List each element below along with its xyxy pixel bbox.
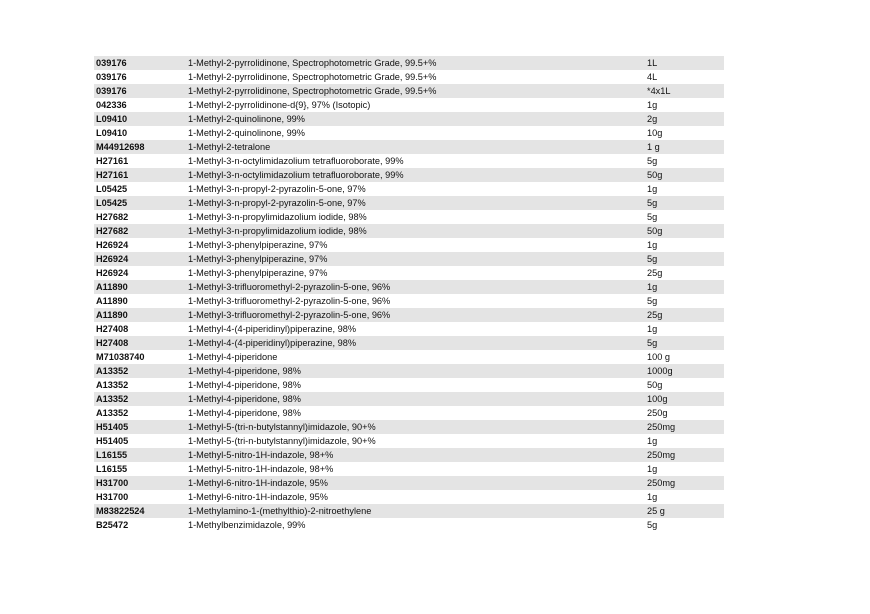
- package-size: 2g: [647, 114, 658, 124]
- product-description: 1-Methyl-3-n-propyl-2-pyrazolin-5-one, 97%: [188, 184, 366, 194]
- product-description: 1-Methyl-3-n-propyl-2-pyrazolin-5-one, 97%: [188, 198, 366, 208]
- package-size: 5g: [647, 254, 658, 264]
- product-description: 1-Methyl-2-quinolinone, 99%: [188, 128, 305, 138]
- table-row: [94, 266, 724, 280]
- product-description: 1-Methyl-3-n-propylimidazolium iodide, 98%: [188, 212, 367, 222]
- product-code: L16155: [96, 464, 128, 474]
- product-description: 1-Methyl-3-n-octylimidazolium tetrafluoroborate, 99%: [188, 156, 404, 166]
- product-code: B25472: [96, 520, 129, 530]
- product-description: 1-Methyl-4-(4-piperidinyl)piperazine, 98%: [188, 338, 356, 348]
- table-row: [94, 252, 724, 266]
- table-row: [94, 476, 724, 490]
- package-size: 50g: [647, 380, 663, 390]
- product-code: H31700: [96, 492, 129, 502]
- product-code: L09410: [96, 114, 128, 124]
- product-code: H27408: [96, 324, 129, 334]
- table-row: [94, 392, 724, 406]
- product-description: 1-Methyl-2-pyrrolidinone-d{9}, 97% (Isotopic): [188, 100, 371, 110]
- product-description: 1-Methyl-4-(4-piperidinyl)piperazine, 98%: [188, 324, 356, 334]
- package-size: 50g: [647, 226, 663, 236]
- product-code: A13352: [96, 394, 129, 404]
- package-size: 1g: [647, 240, 658, 250]
- product-description: 1-Methyl-2-quinolinone, 99%: [188, 114, 305, 124]
- table-row: [94, 196, 724, 210]
- package-size: 5g: [647, 520, 658, 530]
- product-code: H26924: [96, 240, 129, 250]
- product-description: 1-Methyl-5-nitro-1H-indazole, 98+%: [188, 464, 334, 474]
- table-row: [94, 350, 724, 364]
- table-row: [94, 84, 724, 98]
- product-code: A11890: [96, 282, 128, 292]
- product-description: 1-Methyl-3-trifluoromethyl-2-pyrazolin-5-one, 96%: [188, 296, 391, 306]
- product-description: 1-Methyl-5-nitro-1H-indazole, 98+%: [188, 450, 334, 460]
- product-code: L16155: [96, 450, 128, 460]
- product-description: 1-Methyl-4-piperidone, 98%: [188, 394, 301, 404]
- product-code: H51405: [96, 422, 129, 432]
- table-row: [94, 448, 724, 462]
- package-size: 250mg: [647, 422, 676, 432]
- product-description: 1-Methyl-4-piperidone: [188, 352, 278, 362]
- product-code: H31700: [96, 478, 129, 488]
- package-size: 10g: [647, 128, 663, 138]
- package-size: 1000g: [647, 366, 673, 376]
- table-row: [94, 224, 724, 238]
- product-code: 042336: [96, 100, 127, 110]
- package-size: 100g: [647, 394, 668, 404]
- package-size: 250g: [647, 408, 668, 418]
- table-row: [94, 70, 724, 84]
- table-row: [94, 140, 724, 154]
- table-row: [94, 98, 724, 112]
- package-size: 1L: [647, 58, 658, 68]
- table-row: [94, 112, 724, 126]
- package-size: 25g: [647, 310, 663, 320]
- product-description: 1-Methyl-3-trifluoromethyl-2-pyrazolin-5-one, 96%: [188, 282, 391, 292]
- product-description: 1-Methyl-3-n-octylimidazolium tetrafluoroborate, 99%: [188, 170, 404, 180]
- product-description: 1-Methyl-2-pyrrolidinone, Spectrophotometric Grade, 99.5+%: [188, 72, 437, 82]
- table-row: [94, 406, 724, 420]
- table-row: [94, 322, 724, 336]
- product-code: L05425: [96, 184, 128, 194]
- product-description: 1-Methyl-6-nitro-1H-indazole, 95%: [188, 478, 328, 488]
- product-code: 039176: [96, 58, 127, 68]
- product-description: 1-Methyl-3-phenylpiperazine, 97%: [188, 254, 328, 264]
- table-row: [94, 462, 724, 476]
- product-code: H26924: [96, 254, 129, 264]
- product-code: M71038740: [96, 352, 145, 362]
- product-code: H27682: [96, 226, 129, 236]
- product-description: 1-Methylamino-1-(methylthio)-2-nitroethylene: [188, 506, 372, 516]
- package-size: 5g: [647, 338, 658, 348]
- product-description: 1-Methyl-3-trifluoromethyl-2-pyrazolin-5-one, 96%: [188, 310, 391, 320]
- package-size: 50g: [647, 170, 663, 180]
- package-size: 1g: [647, 100, 658, 110]
- package-size: *4x1L: [647, 86, 671, 96]
- package-size: 5g: [647, 156, 658, 166]
- product-description: 1-Methyl-4-piperidone, 98%: [188, 380, 301, 390]
- table-row: [94, 420, 724, 434]
- product-code: H27161: [96, 170, 129, 180]
- package-size: 250mg: [647, 450, 676, 460]
- product-description: 1-Methyl-3-n-propylimidazolium iodide, 98%: [188, 226, 367, 236]
- table-row: [94, 154, 724, 168]
- package-size: 1g: [647, 282, 658, 292]
- table-row: [94, 504, 724, 518]
- product-code: H26924: [96, 268, 129, 278]
- product-code: M44912698: [96, 142, 145, 152]
- product-code: A13352: [96, 380, 129, 390]
- table-row: [94, 336, 724, 350]
- product-code: H27408: [96, 338, 129, 348]
- package-size: 100 g: [647, 352, 670, 362]
- product-description: 1-Methyl-4-piperidone, 98%: [188, 366, 301, 376]
- package-size: 1g: [647, 464, 658, 474]
- product-code: 039176: [96, 86, 127, 96]
- package-size: 4L: [647, 72, 658, 82]
- product-code: A11890: [96, 296, 128, 306]
- product-code: 039176: [96, 72, 127, 82]
- product-code: A13352: [96, 366, 129, 376]
- table-row: [94, 518, 724, 532]
- package-size: 5g: [647, 296, 658, 306]
- package-size: 250mg: [647, 478, 676, 488]
- product-description: 1-Methyl-4-piperidone, 98%: [188, 408, 301, 418]
- package-size: 5g: [647, 198, 658, 208]
- package-size: 1 g: [647, 142, 660, 152]
- table-row: [94, 294, 724, 308]
- product-code: A11890: [96, 310, 128, 320]
- product-code: L05425: [96, 198, 128, 208]
- table-row: [94, 210, 724, 224]
- product-description: 1-Methylbenzimidazole, 99%: [188, 520, 306, 530]
- product-description: 1-Methyl-6-nitro-1H-indazole, 95%: [188, 492, 328, 502]
- product-description: 1-Methyl-2-pyrrolidinone, Spectrophotometric Grade, 99.5+%: [188, 58, 437, 68]
- table-row: [94, 308, 724, 322]
- package-size: 1g: [647, 492, 658, 502]
- table-row: [94, 378, 724, 392]
- table-row: [94, 434, 724, 448]
- product-description: 1-Methyl-3-phenylpiperazine, 97%: [188, 268, 328, 278]
- table-row: [94, 126, 724, 140]
- product-code: H27161: [96, 156, 129, 166]
- table-row: [94, 168, 724, 182]
- product-table: [94, 56, 724, 532]
- table-row: [94, 280, 724, 294]
- package-size: 1g: [647, 184, 658, 194]
- product-description: 1-Methyl-2-tetralone: [188, 142, 271, 152]
- package-size: 25g: [647, 268, 663, 278]
- table-row: [94, 56, 724, 70]
- product-code: A13352: [96, 408, 129, 418]
- product-code: M83822524: [96, 506, 145, 516]
- product-code: L09410: [96, 128, 128, 138]
- product-code: H51405: [96, 436, 129, 446]
- package-size: 1g: [647, 324, 658, 334]
- product-description: 1-Methyl-5-(tri-n-butylstannyl)imidazole, 90+%: [188, 436, 376, 446]
- package-size: 1g: [647, 436, 658, 446]
- product-description: 1-Methyl-3-phenylpiperazine, 97%: [188, 240, 328, 250]
- package-size: 5g: [647, 212, 658, 222]
- package-size: 25 g: [647, 506, 665, 516]
- table-row: [94, 238, 724, 252]
- product-code: H27682: [96, 212, 129, 222]
- table-row: [94, 182, 724, 196]
- table-row: [94, 364, 724, 378]
- product-description: 1-Methyl-5-(tri-n-butylstannyl)imidazole, 90+%: [188, 422, 376, 432]
- table-row: [94, 490, 724, 504]
- product-description: 1-Methyl-2-pyrrolidinone, Spectrophotometric Grade, 99.5+%: [188, 86, 437, 96]
